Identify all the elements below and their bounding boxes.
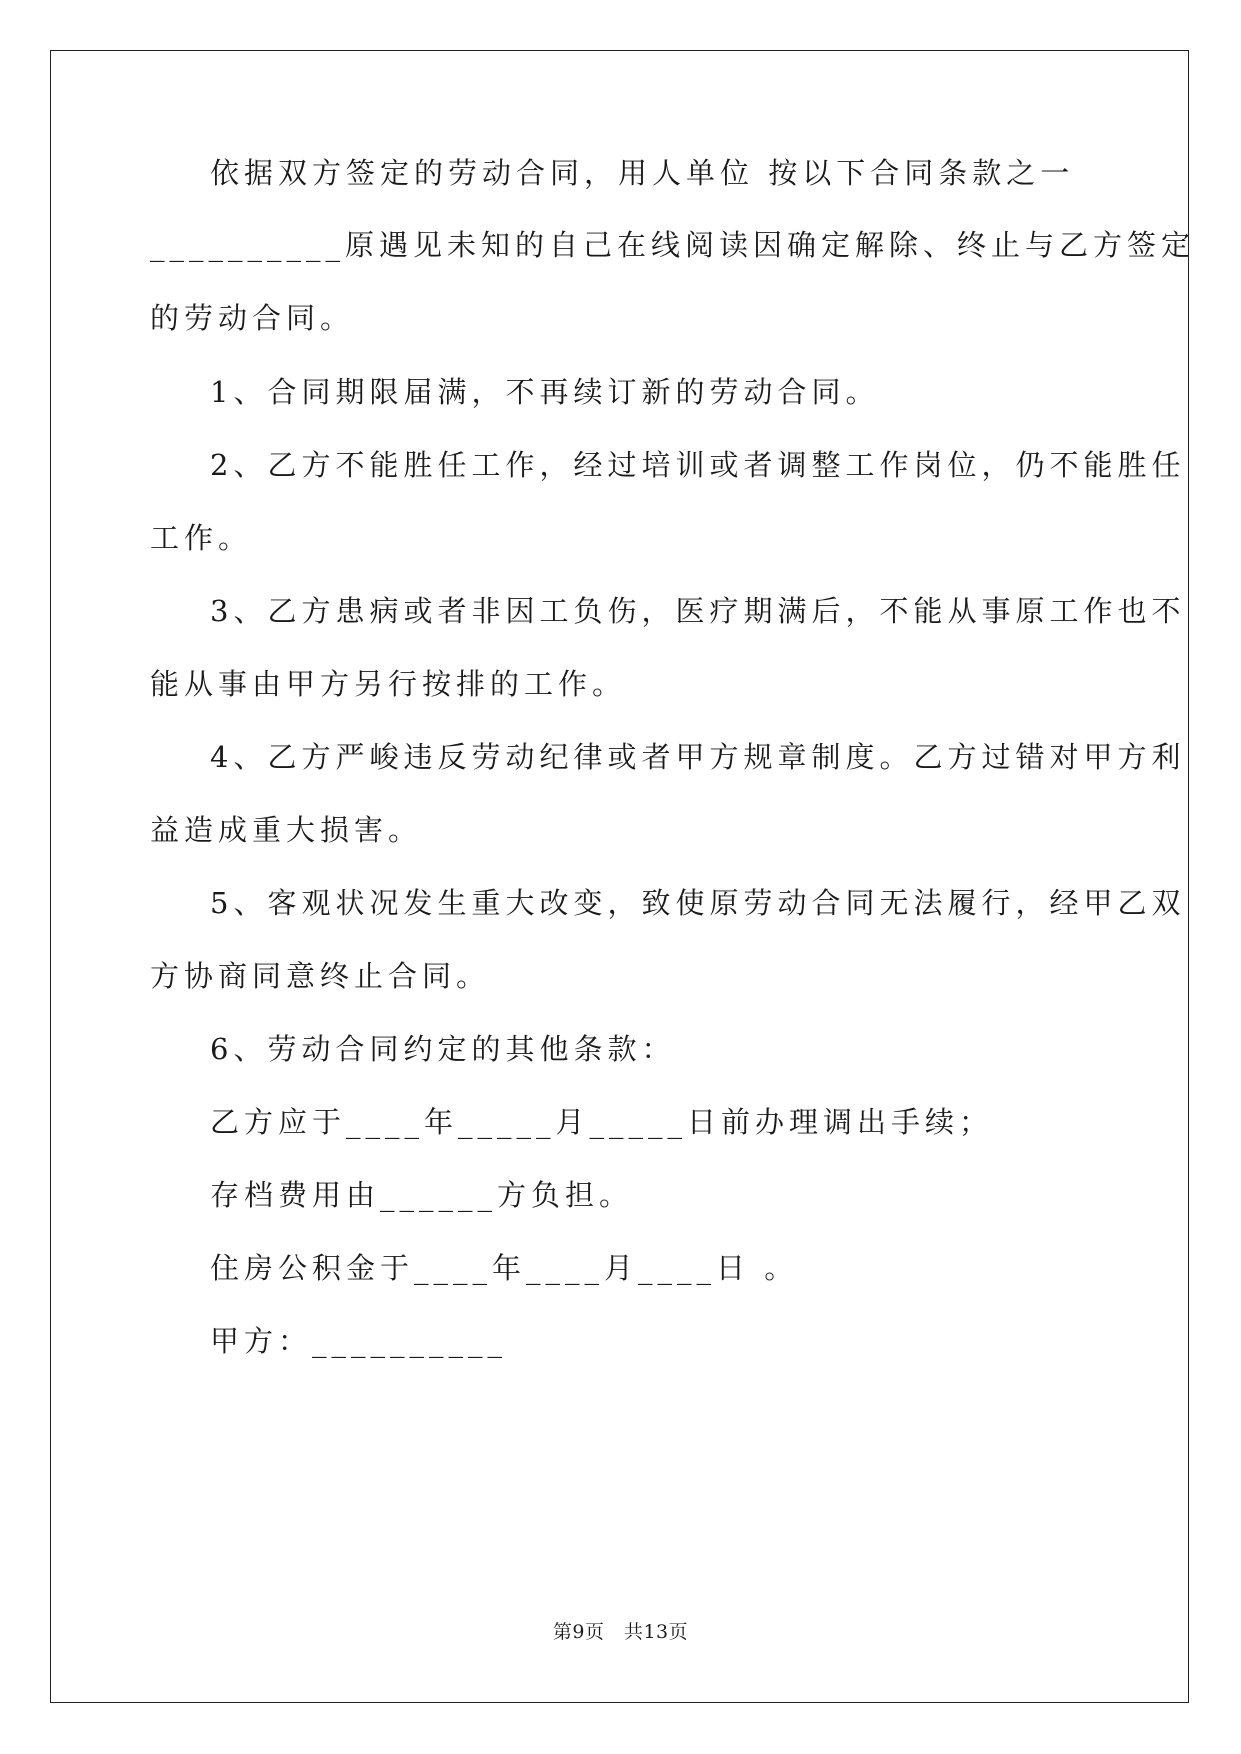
housing-fund-line: 住房公积金于____年____月____日 。 xyxy=(210,1251,799,1285)
party-a-line: 甲方：__________ xyxy=(210,1324,508,1358)
clause-1-line: 1、合同期限届满，不再续订新的劳动合同。 xyxy=(210,375,880,409)
clause-5-line: 方协商同意终止合同。 xyxy=(150,959,491,993)
filing-fee-line: 存档费用由______方负担。 xyxy=(210,1178,634,1212)
clause-2-line: 2、乙方不能胜任工作，经过培训或者调整工作岗位，仍不能胜任 xyxy=(210,448,1186,482)
clause-3-line: 能从事由甲方另行按排的工作。 xyxy=(150,667,627,701)
clause-5-line: 5、客观状况发生重大改变，致使原劳动合同无法履行，经甲乙双 xyxy=(210,886,1186,920)
transfer-date-line: 乙方应于____年_____月_____日前办理调出手续； xyxy=(210,1105,994,1139)
clause-2-line: 工作。 xyxy=(150,521,253,555)
paragraph-line: 的劳动合同。 xyxy=(150,301,355,335)
clause-4-line: 益造成重大损害。 xyxy=(150,813,423,847)
page-number-footer: 第9页 共13页 xyxy=(552,1621,689,1643)
clause-4-line: 4、乙方严峻违反劳动纪律或者甲方规章制度。乙方过错对甲方利 xyxy=(210,740,1186,774)
clause-6-line: 6、劳动合同约定的其他条款： xyxy=(210,1032,676,1066)
paragraph-line: 依据双方签定的劳动合同，用人单位 按以下合同条款之一 xyxy=(210,156,1075,190)
paragraph-line: __________原遇见未知的自己在线阅读因确定解除、终止与乙方签定 xyxy=(150,228,1196,262)
clause-3-line: 3、乙方患病或者非因工负伤，医疗期满后，不能从事原工作也不 xyxy=(210,594,1186,628)
